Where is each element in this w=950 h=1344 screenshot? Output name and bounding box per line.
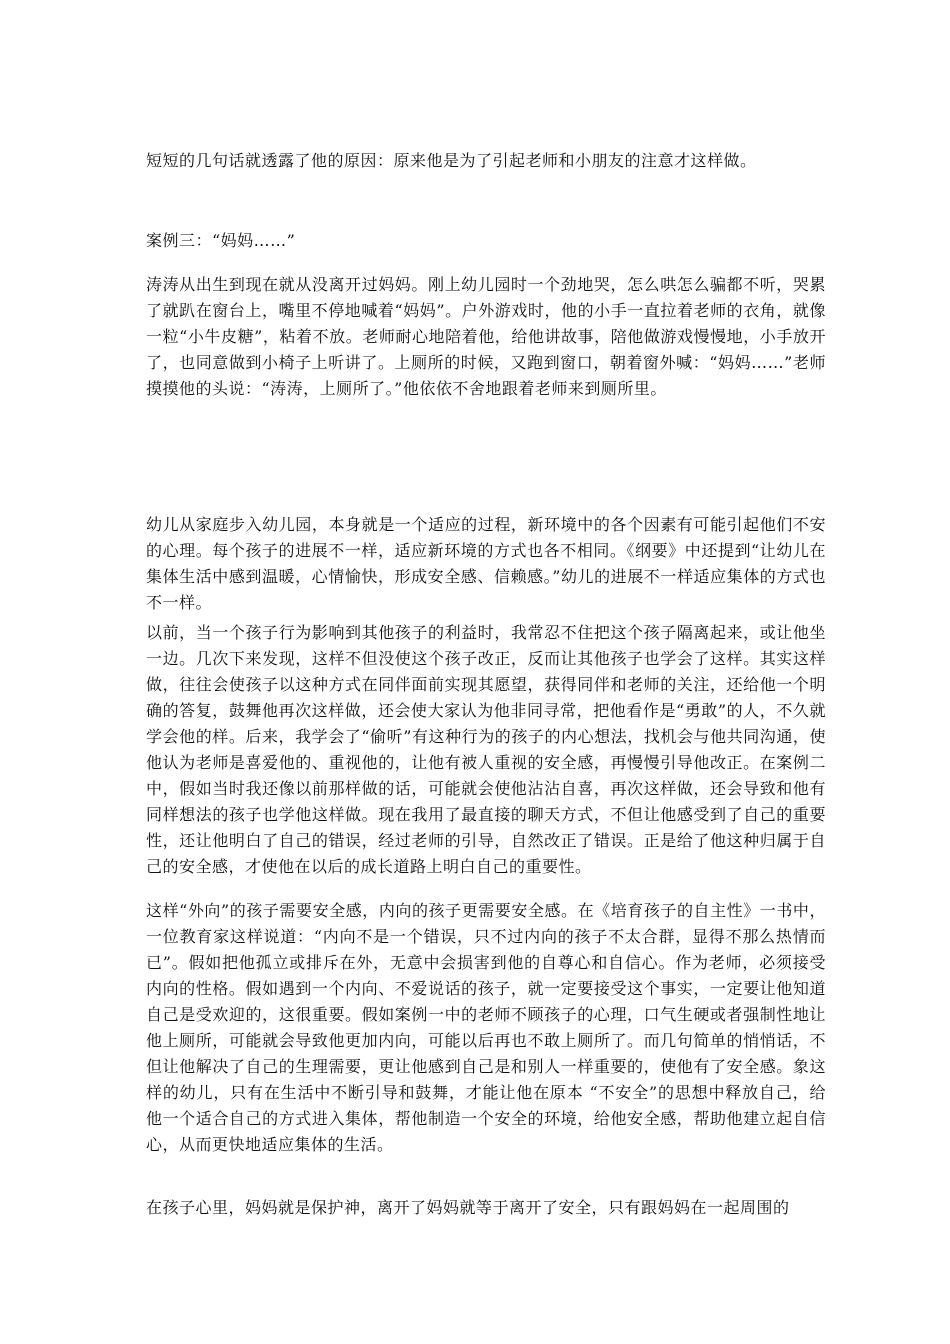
paragraph-analysis-2: 以前，当一个孩子行为影响到其他孩子的利益时，我常忍不住把这个孩子隔离起来，或让他坐一边。几次下来发现，这样不但没使这个孩子改正，反而让其他孩子也学会了这样。其实这样做，往往会使孩子以这种方式在同伴面前实现其愿望，获得同伴和老师的关注，还给他一个明确的答复，鼓舞他再次这样做，还会使大家认为他非同寻常，把他看作是“勇敢”的人，不久就学会他的样。后来，我学会了“偷听”有这种行为的孩子的内心想法，找机会与他共同沟通，使他认为老师是喜爱他的、重视他的，让他有被人重视的安全感，再慢慢引导他改正。在案例二中，假如当时我还像以前那样做的话，可能就会使他沾沾自喜，再次这样做，还会导致和他有同样想法的孩子也学他这样做。现在我用了最直接的聊天方式，不但让他感受到了自己的重要性，还让他明白了自己的错误，经过老师的引导，自然改正了错误。正是给了他这种归属于自己的安全感，才使他在以后的成长道路上明白自己的重要性。 — [146, 623, 826, 876]
paragraph-analysis-3: 这样“外向”的孩子需要安全感，内向的孩子更需要安全感。在《培育孩子的自主性》一书中，一位教育家这样说道：“内向不是一个错误，只不过内向的孩子不太合群，显得不那么热情而已”。假如把他孤立或排斥在外，无意中会损害到他的自尊心和自信心。作为老师，必须接受内向的性格。假如遇到一个内向、不爱说话的孩子，就一定要接受这个事实，一定要让他知道自己是受欢迎的，这很重要。假如案例一中的老师不顾孩子的心理，口气生硬或者强制性地让他上厕所，可能就会导致他更加内向，可能以后再也不敢上厕所了。而几句简单的悄悄话，不但让他解决了自己的生理需要，更让他感到自己是和别人一样重要的，使他有了安全感。象这样的幼儿，只有在生活中不断引导和鼓舞，才能让他在原本 “不安全”的思想中释放自己，给他一个适合自己的方式进入集体，帮他制造一个安全的环境，给他安全感，帮助他建立起自信心，从而更快地适应集体的生活。 — [146, 901, 826, 1154]
case-three-heading: 案例三：“妈妈……” — [146, 231, 296, 250]
paragraph-analysis-1: 幼儿从家庭步入幼儿园，本身就是一个适应的过程，新环境中的各个因素有可能引起他们不安的心理。每个孩子的进展不一样，适应新环境的方式也各不相同。《纲要》中还提到“让幼儿在集体生活中感到温暖，心情愉快，形成安全感、信赖感。”幼儿的进展不一样适应集体的方式也不一样。 — [146, 515, 826, 612]
paragraph-analysis-4: 在孩子心里，妈妈就是保护神，离开了妈妈就等于离开了安全，只有跟妈妈在一起周围的 — [146, 1198, 790, 1217]
paragraph-intro: 短短的几句话就透露了他的原因：原来他是为了引起老师和小朋友的注意才这样做。 — [146, 151, 757, 170]
paragraph-case-three: 涛涛从出生到现在就从没离开过妈妈。刚上幼儿园时一个劲地哭，怎么哄怎么骗都不听，哭累了就趴在窗台上，嘴里不停地喊着“妈妈”。户外游戏时，他的小手一直拉着老师的衣角，就像一粒“小牛皮糖”，粘着不放。老师耐心地陪着他，给他讲故事，陪他做游戏慢慢地，小手放开了，也同意做到小椅子上听讲了。上厕所的时候，又跑到窗口，朝着窗外喊：“妈妈……”老师摸摸他的头说：“涛涛，上厕所了。”他依依不舍地跟着老师来到厕所里。 — [146, 275, 826, 398]
